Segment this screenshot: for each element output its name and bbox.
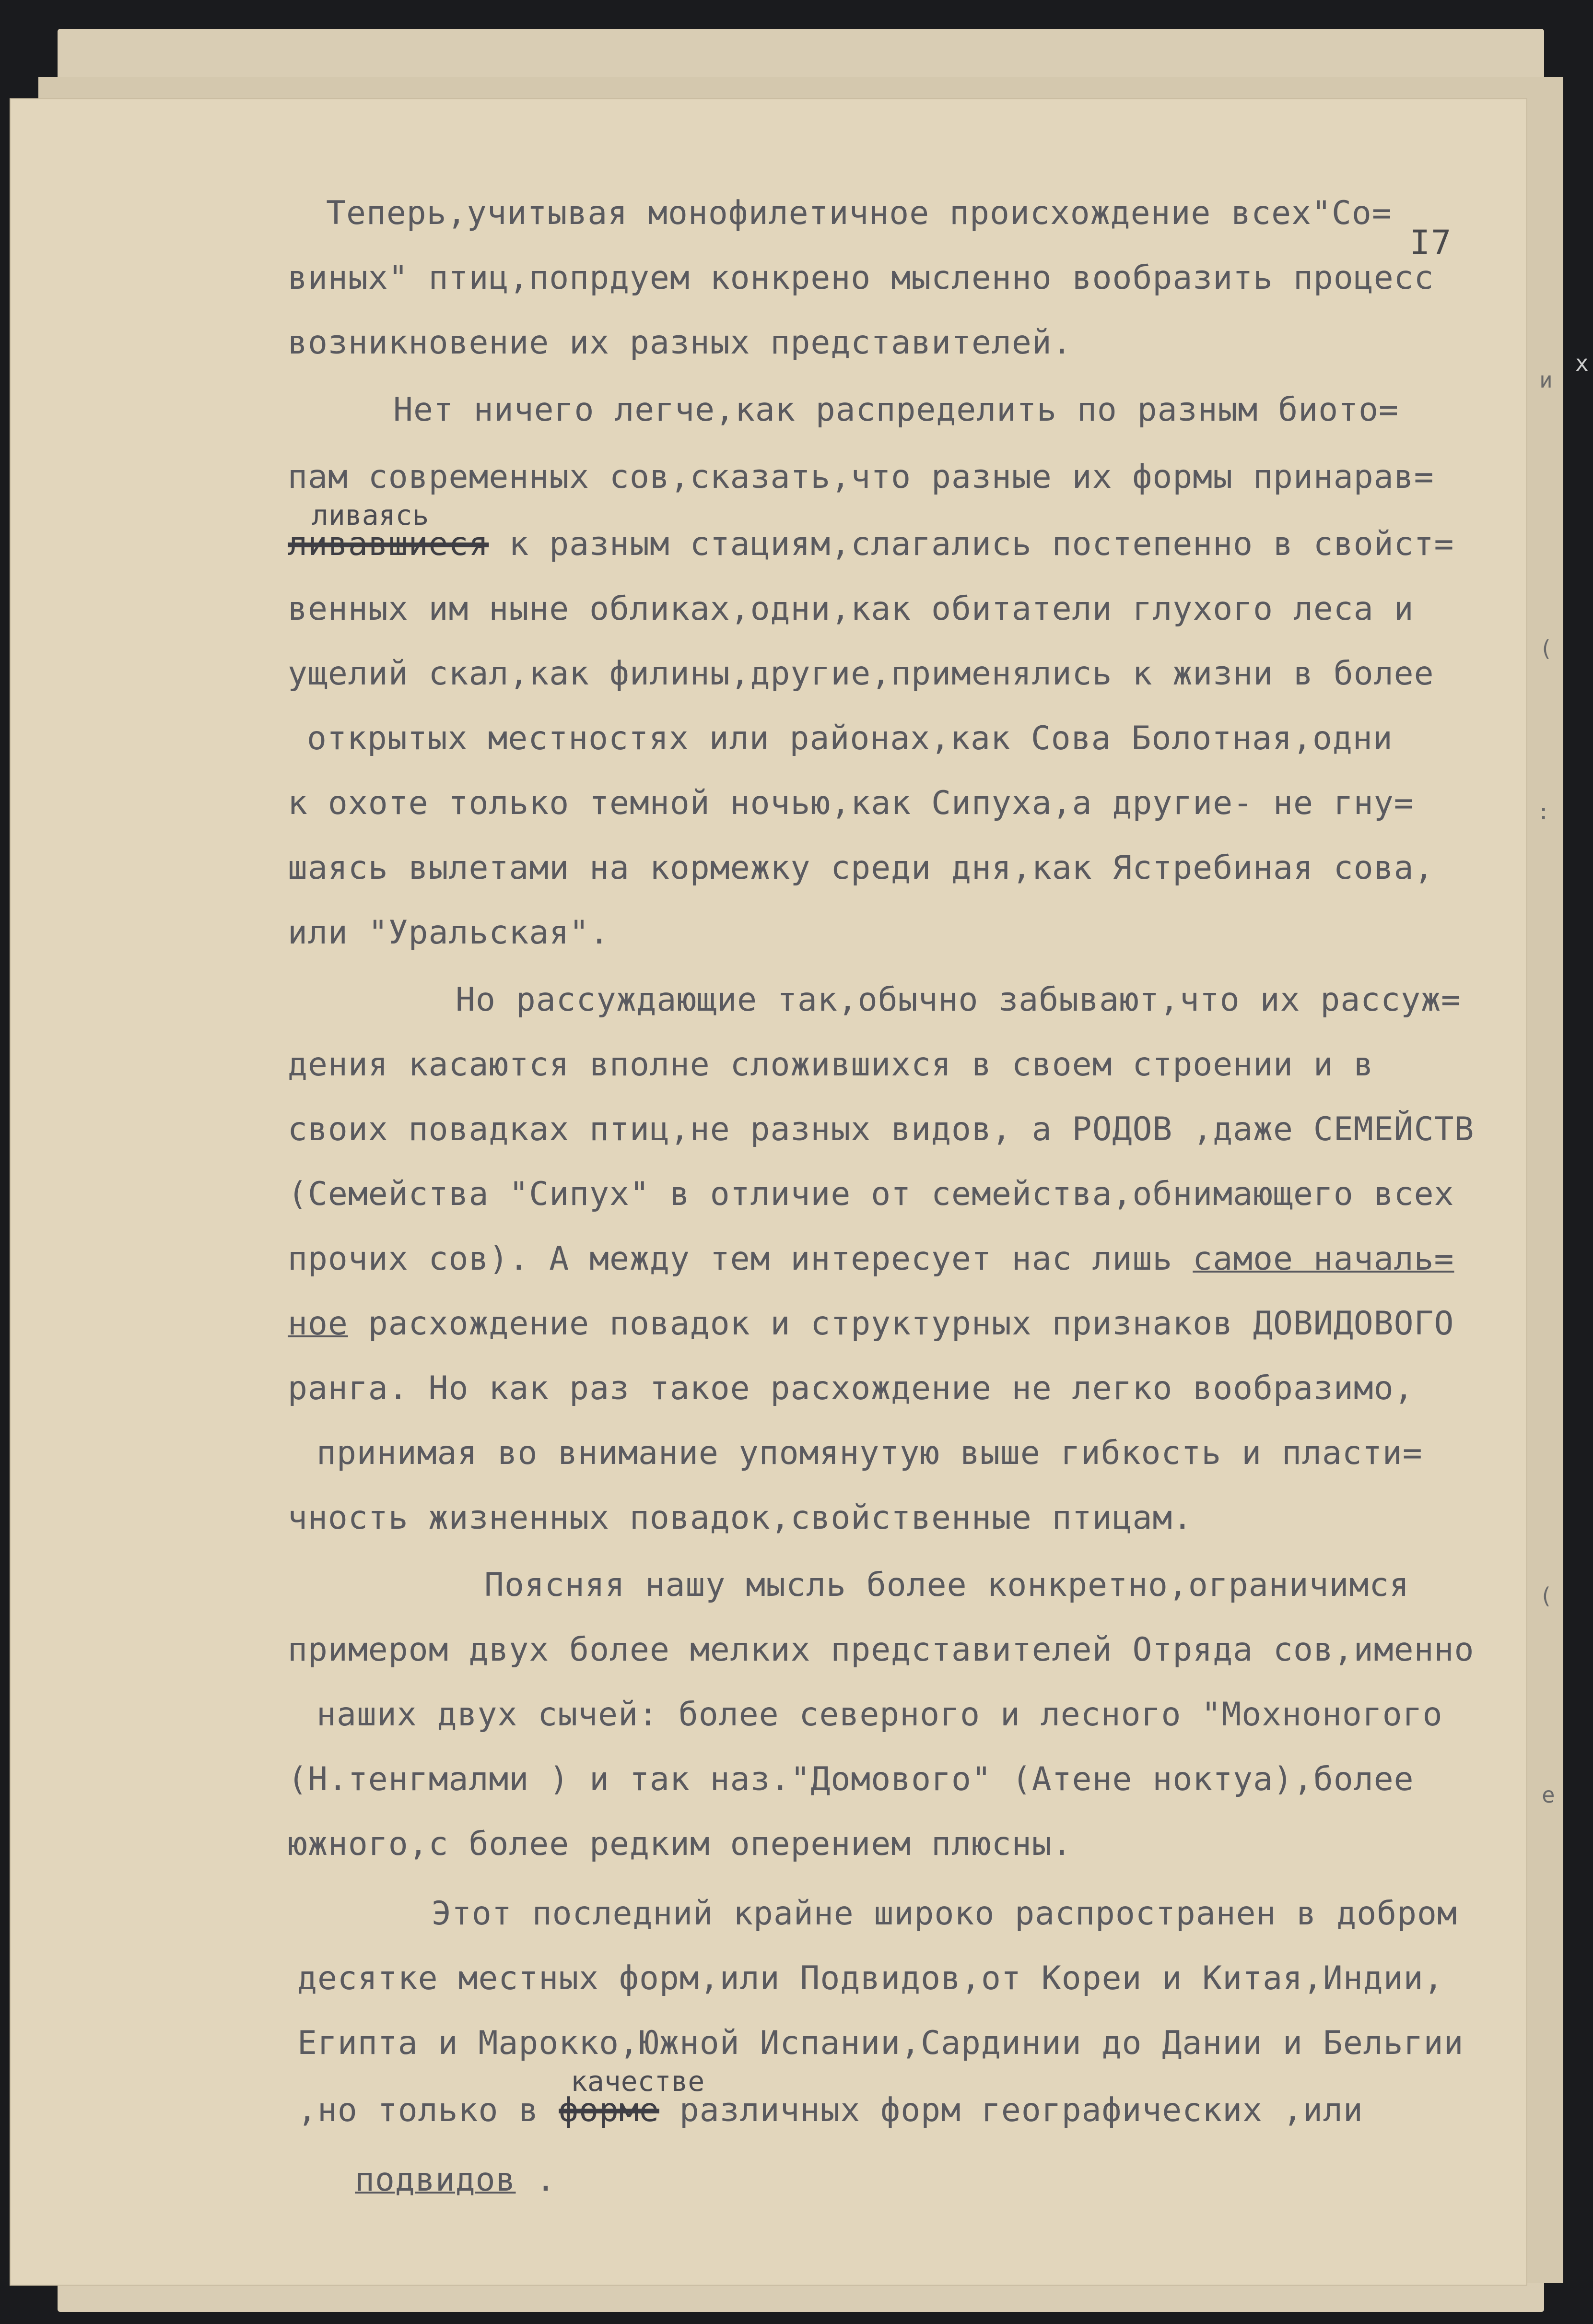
text-line: Нет ничего легче,как распределить по разным биото= [393,391,1399,429]
margin-mark: ( [1539,636,1553,661]
text-line: возникновение их разных представителей. [288,324,1072,362]
text-line: дения касаются вполне сложившихся в своем строении и в [288,1046,1374,1084]
page-text [10,98,1527,2286]
text-line [288,1305,1454,1343]
text-segment: прочих сов). А между тем интересует нас лишь [288,1240,1193,1278]
typewritten-page [10,98,1527,2286]
margin-mark: ( [1539,1583,1553,1609]
margin-mark: е [1542,1782,1555,1808]
text-line: Египта и Марокко,Южной Испании,Сардинии до Дании и Бельгии [297,2024,1464,2062]
margin-mark: : [1537,799,1550,825]
text-segment: . [515,2161,556,2199]
text-line [288,1240,1454,1278]
text-line: пам современных сов,сказать,что разные их формы принарав= [288,458,1434,496]
text-line: своих повадках птиц,не разных видов, а РОДОВ ,даже СЕМЕЙСТВ [288,1110,1475,1148]
text-line: шаясь вылетами на кормежку среди дня,как Ястребиная сова, [288,849,1434,887]
text-line: чность жизненных повадок,свойственные птицам. [288,1499,1193,1537]
text-line: (Семейства "Сипух" в отличие от семейства,обнимающего всех [288,1175,1454,1213]
text-segment: различных форм географических ,или [659,2091,1363,2129]
text-line: (Н.тенгмалми ) и так наз."Домового" (Атене ноктуа),более [288,1760,1414,1798]
text-line: примером двух более мелких представителей Отряда сов,именно [288,1631,1475,1669]
handwritten-correction: ливаясь [312,499,429,531]
text-line: или "Уральская". [288,914,610,952]
struck-word: ливавшиеся [288,525,489,563]
text-line: Поясняя нашу мысль более конкретно,ограничимся [484,1566,1410,1604]
page-number: I7 [1410,223,1452,262]
text-line [297,2091,1363,2129]
text-line [288,525,1454,563]
margin-mark: и [1539,367,1553,393]
text-line: принимая во внимание упомянутую выше гибкость и пласти= [316,1434,1423,1472]
text-segment: ,но только в [297,2091,559,2129]
text-line: десятке местных форм,или Подвидов,от Кореи и Китая,Индии, [297,1959,1444,1997]
text-line: венных им ныне обликах,одни,как обитатели глухого леса и [288,590,1414,628]
text-line: к охоте только темной ночью,как Сипуха,а другие- не гну= [288,784,1414,822]
underlined-text: самое началь= [1193,1240,1454,1278]
text-segment: расхождение повадок и структурных признаков ДОВИДОВОГО [348,1305,1454,1343]
text-line: ранга. Но как раз такое расхождение не легко вообразимо, [288,1369,1414,1407]
text-line: Но рассуждающие так,обычно забывают,что их рассуж= [456,981,1461,1019]
text-line: южного,с более редким оперением плюсны. [288,1825,1072,1863]
text-line: наших двух сычей: более северного и лесного "Мохноногого [316,1696,1443,1734]
margin-mark: х [1575,350,1589,376]
text-line: виных" птиц,попрдуем конкрено мысленно вообразить процесс [288,259,1434,297]
text-line: Теперь,учитывая монофилетичное происхождение всех"Со= [326,194,1392,232]
text-line [355,2161,556,2199]
text-line: Этот последний крайне широко распространен в добром [432,1895,1457,1933]
struck-word: форме [559,2091,659,2129]
text-line: открытых местностях или районах,как Сова Болотная,одни [307,720,1393,757]
underlined-text: подвидов [355,2161,516,2199]
underlined-text: ное [288,1305,348,1343]
handwritten-correction: качестве [571,2065,705,2098]
text-segment: к разным стациям,слагались постепенно в свойст= [489,525,1454,563]
text-line: ущелий скал,как филины,другие,применялись к жизни в более [288,655,1434,693]
